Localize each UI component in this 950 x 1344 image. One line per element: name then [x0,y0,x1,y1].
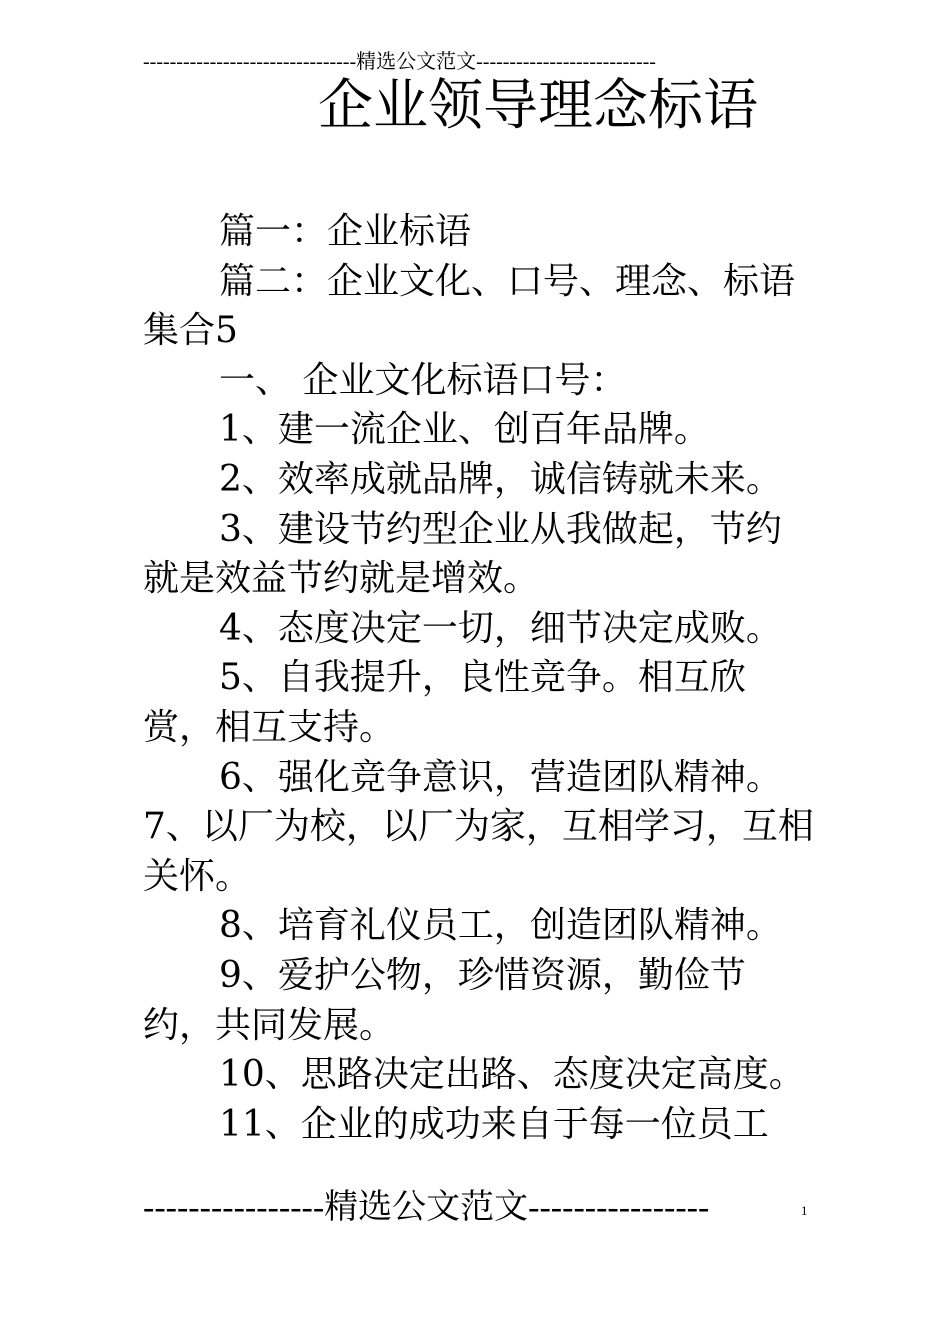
list-item: 8、培育礼仪员工，创造团队精神。 [219,905,782,947]
page-header: --------------------------------精选公文范文--------------------------- [143,51,656,73]
list-item: 5、自我提升，良性竞争。相互欣赏，相互支持。 [143,657,746,748]
page-number: 1 [801,1203,808,1218]
list-item: 4、态度决定一切，细节决定成败。 [219,607,782,649]
list-item: 3、建设节约型企业从我做起，节约就是效益节约就是增效。 [143,508,782,600]
paragraph-section-two: 篇二：企业文化、口号、理念、标语集合5 [143,260,796,352]
list-item: 2、效率成就品牌，诚信铸就未来。 [219,458,782,500]
list-item: 9、爱护公物，珍惜资源，勤俭节约，共同发展。 [143,954,746,1046]
list-item: 7、以厂为校，以厂为家，互相学习，互相关怀。 [143,806,814,897]
list-item: 10、思路决定出路、态度决定高度。 [219,1054,805,1096]
page-footer: ----------------精选公文范文---------------- [143,1189,710,1226]
list-item: 1、建一流企业、创百年品牌。 [219,409,710,451]
document-body [143,207,815,1149]
list-item: 6、强化竞争意识，营造团队精神。 [219,756,782,798]
document-title: 企业领导理念标语 [318,73,759,137]
paragraph-section-one: 篇一：企业标语 [219,211,472,252]
paragraph-subheading: 一、 企业文化标语口号： [219,359,627,401]
list-item: 11、企业的成功来自于每一位员工 [219,1103,769,1145]
